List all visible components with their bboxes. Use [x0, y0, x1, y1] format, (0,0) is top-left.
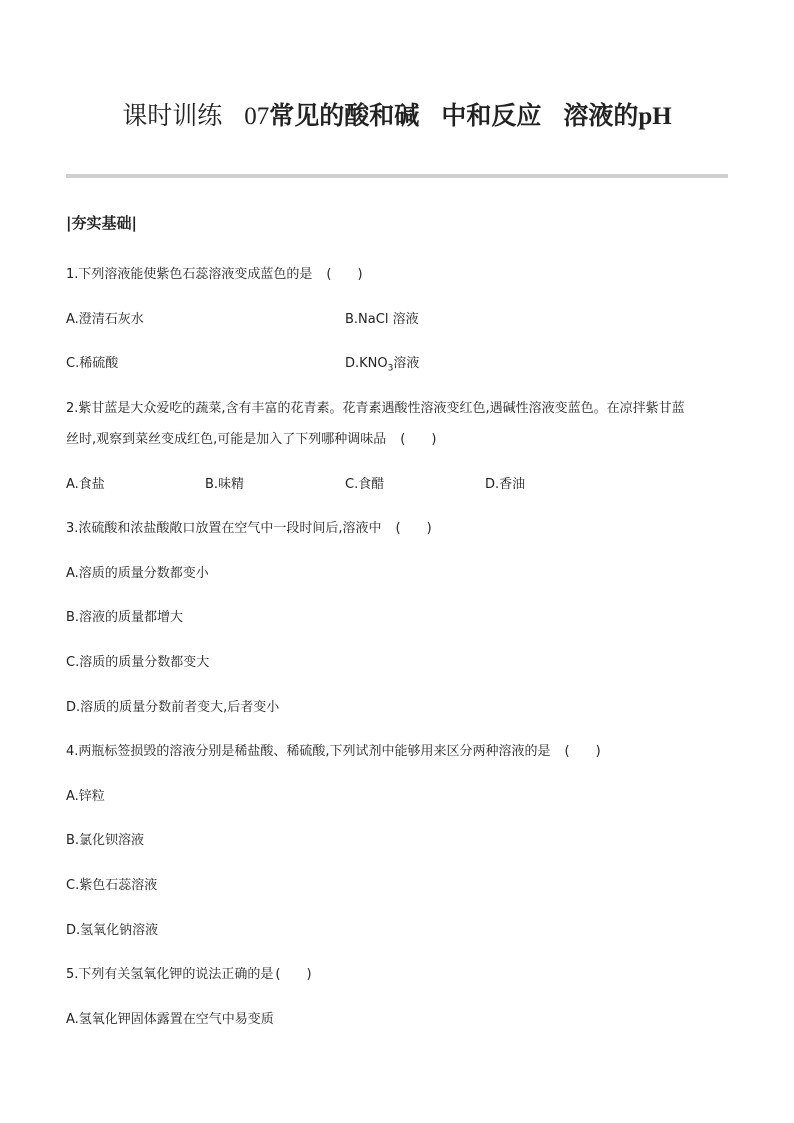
question-3-option-b: B.溶液的质量都增大	[66, 610, 184, 625]
title-divider	[66, 174, 728, 178]
answer-blank: ( )	[326, 267, 363, 282]
question-3-option-a: A.溶质的质量分数都变小	[66, 566, 209, 581]
question-1-option-a: A.澄清石灰水	[66, 312, 144, 327]
title-ph: pH	[638, 103, 672, 130]
question-2-option-b: B.味精	[205, 477, 245, 492]
question-3-stem: 3.浓硫酸和浓盐酸敞口放置在空气中一段时间后,溶液中 ( )	[66, 517, 432, 536]
question-1-option-b: B.NaCl 溶液	[345, 312, 419, 327]
title-part-1: 常见的酸和碱	[269, 101, 420, 130]
question-1-option-d: $D.KNO_3$溶液	[345, 356, 420, 374]
section-heading: |夯实基础|	[66, 214, 137, 232]
question-2-stem-line-1: 2.紫甘蓝是大众爱吃的蔬菜,含有丰富的花青素。花青素遇酸性溶液变红色,遇碱性溶液变蓝色。在凉拌紫甘蓝	[66, 401, 685, 416]
title-part-2: 中和反应	[441, 101, 542, 130]
question-4-option-b: B.氯化钡溶液	[66, 833, 145, 848]
question-3-option-c: C.溶质的质量分数都变大	[66, 655, 210, 670]
question-5-stem: 5.下列有关氢氧化钾的说法正确的是 ( )	[66, 963, 312, 982]
question-2-option-a: A.食盐	[66, 477, 105, 492]
question-5-option-a: A.氢氧化钾固体露置在空气中易变质	[66, 1012, 274, 1027]
answer-blank: ( )	[275, 967, 312, 982]
answer-blank: ( )	[400, 432, 437, 447]
question-2-option-c: C.食醋	[345, 477, 385, 492]
question-4-option-a: A.锌粒	[66, 789, 105, 804]
question-3-option-d: D.溶质的质量分数前者变大,后者变小	[66, 700, 280, 715]
title-part-3: 溶液的	[563, 101, 639, 130]
page-title	[0, 96, 794, 132]
title-number: 07	[244, 103, 270, 130]
question-1-option-c: C.稀硫酸	[66, 356, 119, 371]
answer-blank: ( )	[564, 744, 601, 759]
question-2-stem-line-2: 丝时,观察到菜丝变成红色,可能是加入了下列哪种调味品 ( )	[66, 428, 436, 447]
question-4-option-c: C.紫色石蕊溶液	[66, 878, 158, 893]
question-4-stem: 4.两瓶标签损毁的溶液分别是稀盐酸、稀硫酸,下列试剂中能够用来区分两种溶液的是 ( )	[66, 740, 601, 759]
title-lead: 课时训练	[122, 101, 223, 130]
answer-blank: ( )	[395, 521, 432, 536]
question-2-option-d: D.香油	[485, 477, 526, 492]
question-4-option-d: D.氢氧化钠溶液	[66, 923, 159, 938]
question-1-stem: 1.下列溶液能使紫色石蕊溶液变成蓝色的是 ( )	[66, 263, 363, 282]
